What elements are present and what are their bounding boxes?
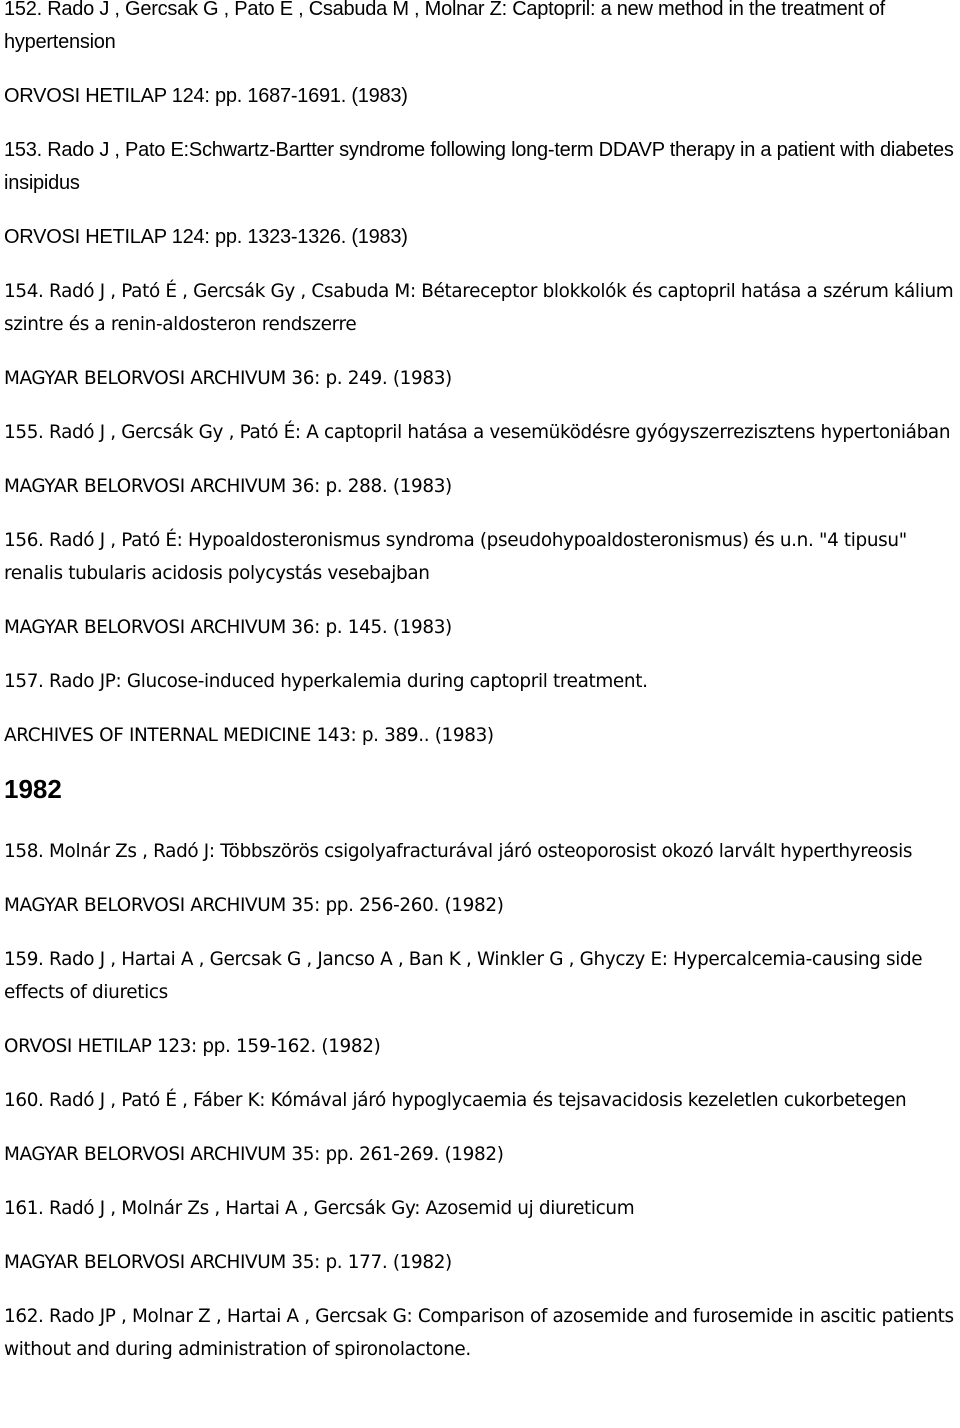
- publication-title: 157. Rado JP: Glucose-induced hyperkalemia during captopril treatment.: [4, 671, 648, 692]
- publication-title: 161. Radó J , Molnár Zs , Hartai A , Gercsák Gy: Azosemid uj diureticum: [4, 1198, 635, 1219]
- publication-entry-156: [4, 524, 958, 644]
- publication-entry-157: [4, 665, 958, 752]
- publication-entry-153: [4, 134, 958, 254]
- publication-journal: MAGYAR BELORVOSI ARCHIVUM 35: pp. 261-269. (1982): [4, 1144, 504, 1165]
- publication-title: 158. Molnár Zs , Radó J: Többszörös csigolyafracturával járó osteoporosist okozó larvált hyperthyreosis: [4, 841, 913, 862]
- publication-title: 156. Radó J , Pató É: Hypoaldosteronismus syndroma (pseudohypoaldosteronismus) és u.n. "4 tipusu" renalis tubularis acidosis polycystás vesebajban: [4, 530, 907, 584]
- year-heading: 1982: [4, 774, 62, 804]
- publication-entry-160: [4, 1084, 958, 1171]
- publication-journal: ARCHIVES OF INTERNAL MEDICINE 143: p. 389.. (1983): [4, 725, 494, 746]
- publication-entry-159: [4, 943, 958, 1063]
- publication-journal: ORVOSI HETILAP 124: pp. 1323-1326. (1983): [4, 226, 408, 248]
- publication-entry-154: [4, 275, 958, 395]
- publication-title: 155. Radó J , Gercsák Gy , Pató É: A captopril hatása a vesemüködésre gyógyszerrezisztens hypertoniában: [4, 422, 951, 443]
- publication-title: 162. Rado JP , Molnar Z , Hartai A , Gercsak G: Comparison of azosemide and furosemide in ascitic patients without and during administration of spironolactone.: [4, 1306, 954, 1360]
- publication-list: [4, 0, 958, 1366]
- publication-journal: MAGYAR BELORVOSI ARCHIVUM 36: p. 145. (1983): [4, 617, 452, 638]
- publication-entry-158: [4, 835, 958, 922]
- publication-journal: MAGYAR BELORVOSI ARCHIVUM 36: p. 249. (1983): [4, 368, 452, 389]
- publication-entry-162: [4, 1300, 958, 1366]
- publication-title: 154. Radó J , Pató É , Gercsák Gy , Csabuda M: Bétareceptor blokkolók és captopril hatása a szérum kálium szintre és a renin-aldosteron rendszerre: [4, 281, 954, 335]
- publication-entry-152: [4, 0, 958, 113]
- publication-journal: ORVOSI HETILAP 123: pp. 159-162. (1982): [4, 1036, 381, 1057]
- publication-journal: MAGYAR BELORVOSI ARCHIVUM 35: pp. 256-260. (1982): [4, 895, 504, 916]
- publication-entry-155: [4, 416, 958, 503]
- publication-entry-161: [4, 1192, 958, 1279]
- publication-journal: MAGYAR BELORVOSI ARCHIVUM 36: p. 288. (1983): [4, 476, 452, 497]
- publication-title: 159. Rado J , Hartai A , Gercsak G , Jancso A , Ban K , Winkler G , Ghyczy E: Hypercalcemia-causing side effects of diuretics: [4, 949, 923, 1003]
- publication-title: 153. Rado J , Pato E:Schwartz-Bartter syndrome following long-term DDAVP therapy in a patient with diabetes insipidus: [4, 139, 954, 194]
- publication-journal: ORVOSI HETILAP 124: pp. 1687-1691. (1983): [4, 85, 408, 107]
- publication-journal: MAGYAR BELORVOSI ARCHIVUM 35: p. 177. (1982): [4, 1252, 452, 1273]
- publication-title: 160. Radó J , Pató É , Fáber K: Kómával járó hypoglycaemia és tejsavacidosis kezeletlen cukorbetegen: [4, 1090, 907, 1111]
- publication-title: 152. Rado J , Gercsak G , Pato E , Csabuda M , Molnar Z: Captopril: a new method in the treatment of hypertension: [4, 0, 885, 53]
